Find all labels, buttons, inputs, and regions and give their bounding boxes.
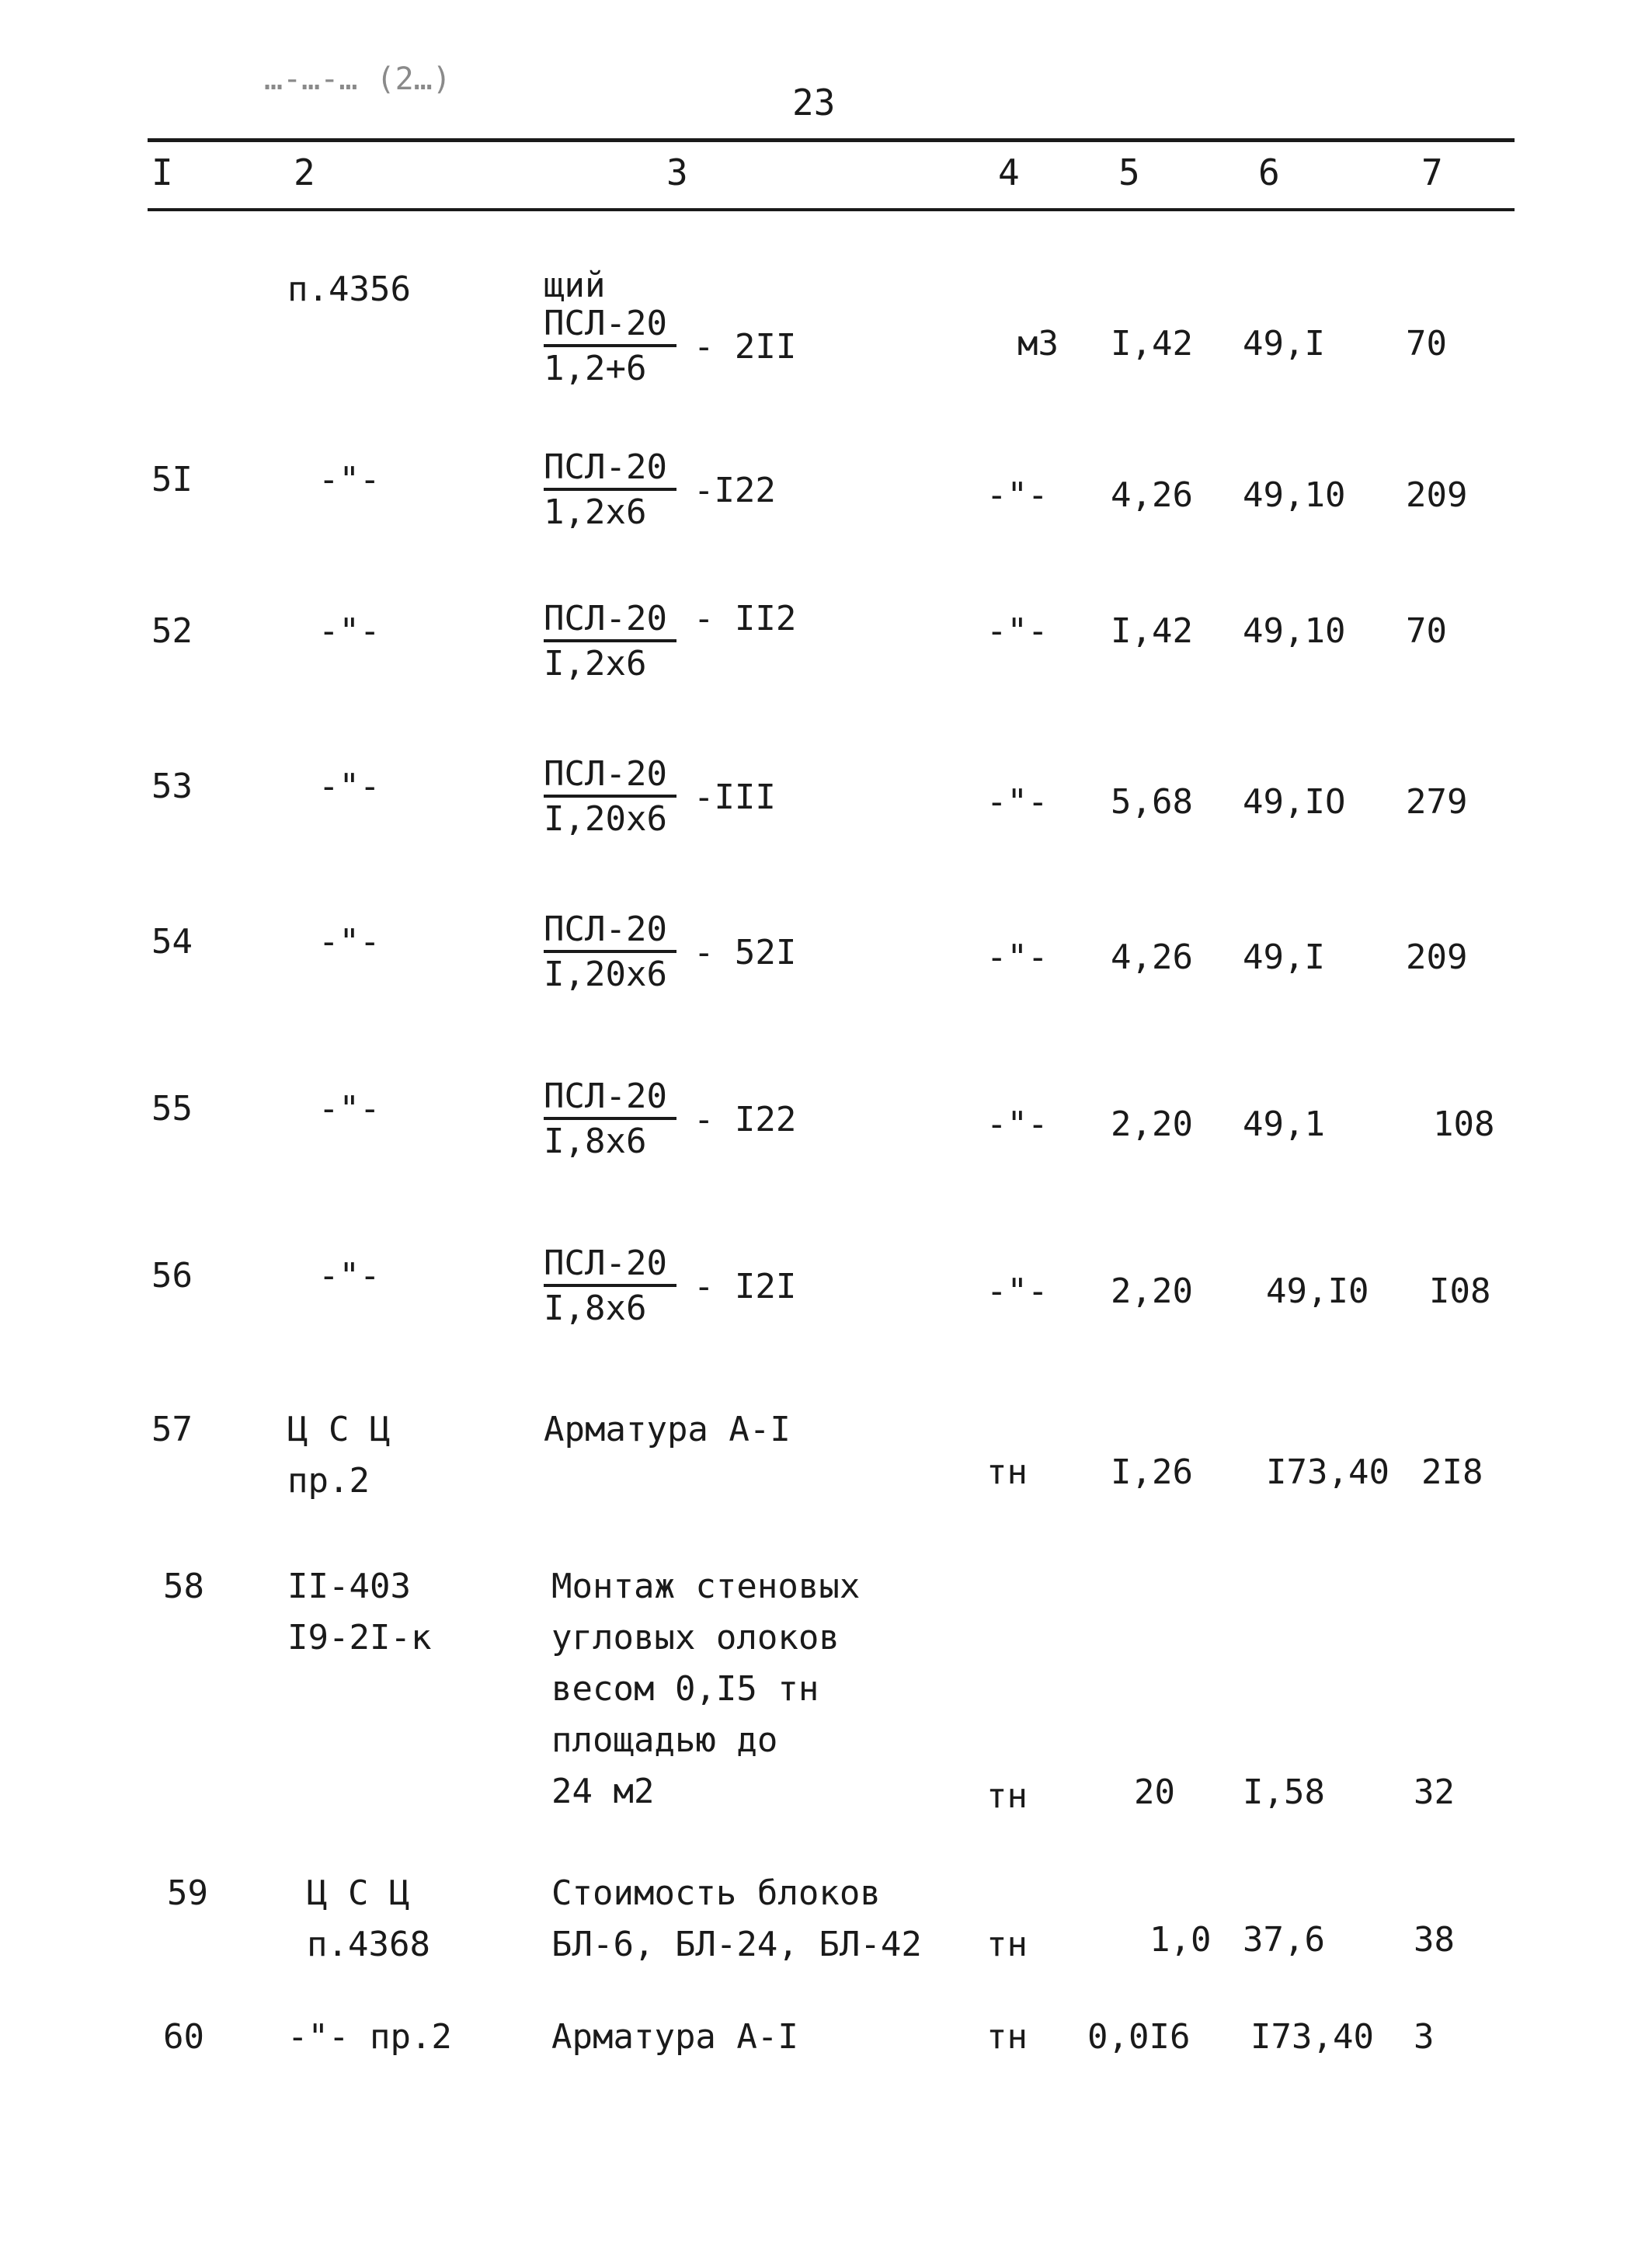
row-source: -"- [318, 1256, 381, 1296]
row-source: -"- [318, 1089, 381, 1129]
row-number: 55 [151, 1089, 193, 1129]
row-description: $\frac{\text{ПСЛ-20}}{I,8х6}$ - I22 [544, 1077, 797, 1161]
row-source: -"- пр.2 [287, 2017, 452, 2057]
row-price: I73,40 [1250, 2017, 1374, 2057]
row-price: 49,I [1243, 937, 1325, 977]
table-row [0, 754, 1652, 839]
table-row [0, 598, 1652, 683]
row-number: 53 [151, 767, 193, 806]
row-price: 49,10 [1243, 611, 1346, 651]
row-total: 209 [1406, 937, 1468, 977]
row-total: 3 [1414, 2017, 1435, 2057]
row-total: 2I8 [1421, 1452, 1483, 1492]
row-total: 38 [1414, 1920, 1455, 1960]
row-source: -"- [318, 767, 381, 806]
row-quantity: I,42 [1111, 324, 1193, 363]
row-description: $\frac{\text{ПСЛ-20}}{I,2х6}$ - II2 [544, 598, 797, 683]
row-total: I08 [1429, 1271, 1491, 1311]
row-description-prefix: щий [544, 266, 606, 305]
formula-fraction: $\frac{\text{ПСЛ-20}}{I,8х6}$ [544, 1244, 676, 1330]
row-source: -"- [318, 922, 381, 962]
column-header-4: 4 [998, 151, 1020, 193]
table-row [0, 1404, 1652, 1501]
row-quantity: 2,20 [1111, 1271, 1193, 1311]
row-unit: -"- [986, 1104, 1049, 1144]
row-quantity: 0,0I6 [1087, 2017, 1191, 2057]
column-header-5: 5 [1118, 151, 1140, 193]
column-header-1: I [151, 151, 173, 193]
row-price: 37,6 [1243, 1920, 1325, 1960]
table-row [0, 1244, 1652, 1328]
row-quantity: 2,20 [1111, 1104, 1193, 1144]
column-header-7: 7 [1421, 151, 1443, 193]
row-total: 209 [1406, 475, 1468, 515]
row-description: $\frac{\text{ПСЛ-20}}{I,8х6}$ - I2I [544, 1244, 797, 1328]
row-price: 49,I [1243, 324, 1325, 363]
row-unit: тн [986, 1776, 1028, 1816]
formula-fraction: $\frac{\text{ПСЛ-20}}{I,20х6}$ [544, 910, 676, 996]
table-row [0, 2012, 1652, 2057]
row-number: 5I [151, 460, 193, 499]
row-number: 52 [151, 611, 193, 651]
row-unit: тн [986, 1925, 1028, 1964]
row-source: II-403 I9-2I-к [287, 1567, 432, 1657]
row-description: $\frac{\text{ПСЛ-20}}{1,2х6}$ -I22 [544, 447, 776, 532]
row-number: 56 [151, 1256, 193, 1296]
row-unit: -"- [986, 475, 1049, 515]
page-number: 23 [792, 82, 836, 123]
table-row [0, 910, 1652, 994]
row-quantity: I,42 [1111, 611, 1193, 651]
row-price: 49,1 [1243, 1104, 1325, 1144]
formula-fraction: $\frac{\text{ПСЛ-20}}{1,2х6}$ [544, 448, 676, 534]
row-quantity: 1,0 [1149, 1920, 1212, 1960]
row-quantity: 4,26 [1111, 937, 1193, 977]
row-description: $\frac{\text{ПСЛ-20}}{I,20х6}$ -III [544, 754, 776, 839]
row-description: Монтаж стеновых угловых олоков весом 0,I5 тн площадью до 24 м2 [551, 1567, 861, 1811]
row-description: $\frac{\text{ПСЛ-20}}{I,20х6}$ - 52I [544, 910, 797, 994]
row-source: -"- [318, 611, 381, 651]
column-header-6: 6 [1258, 151, 1280, 193]
row-unit: -"- [986, 1271, 1049, 1311]
row-description: Арматура А-I [544, 1410, 791, 1449]
row-total: 108 [1433, 1104, 1495, 1144]
row-number: 60 [163, 2017, 204, 2057]
table-row [0, 241, 1652, 388]
formula-fraction: $\frac{\text{ПСЛ-20}}{1,2+6}$ [544, 304, 676, 390]
column-header-3: 3 [666, 151, 688, 193]
row-total: 279 [1406, 782, 1468, 822]
row-price: 49,10 [1243, 475, 1346, 515]
row-price: 49,I0 [1266, 1271, 1369, 1311]
header-code: …-…-… (2…) [264, 61, 451, 97]
row-price: I73,40 [1266, 1452, 1389, 1492]
formula-fraction: $\frac{\text{ПСЛ-20}}{I,2х6}$ [544, 600, 676, 685]
row-unit: -"- [986, 782, 1049, 822]
table-row [0, 1868, 1652, 1964]
formula-fraction: $\frac{\text{ПСЛ-20}}{I,20х6}$ [544, 755, 676, 840]
row-number: 59 [167, 1873, 208, 1913]
row-total: 70 [1406, 324, 1447, 363]
row-total: 32 [1414, 1772, 1455, 1812]
row-unit: м3 [1017, 324, 1059, 363]
row-quantity: 4,26 [1111, 475, 1193, 515]
row-source: п.4356 [287, 270, 411, 309]
row-source: Ц С Ц п.4368 [307, 1873, 430, 1964]
formula-fraction: $\frac{\text{ПСЛ-20}}{I,8х6}$ [544, 1077, 676, 1163]
row-unit: -"- [986, 937, 1049, 977]
table-row [0, 1561, 1652, 1816]
row-price: 49,IO [1243, 782, 1346, 822]
row-description: $\frac{\text{ПСЛ-20}}{1,2+6}$ - 2II [544, 304, 797, 388]
row-description: Арматура А-I [551, 2017, 798, 2057]
table-row [0, 1077, 1652, 1161]
row-price: I,58 [1243, 1772, 1325, 1812]
row-total: 70 [1406, 611, 1447, 651]
table-header-rule [148, 208, 1515, 211]
row-source: Ц С Ц пр.2 [287, 1410, 391, 1501]
row-quantity: 5,68 [1111, 782, 1193, 822]
row-quantity: 20 [1134, 1772, 1175, 1812]
row-number: 54 [151, 922, 193, 962]
row-unit: тн [986, 2017, 1028, 2057]
row-source: -"- [318, 460, 381, 499]
table-row [0, 447, 1652, 532]
column-header-2: 2 [294, 151, 315, 193]
row-description: Стоимость блоков БЛ-6, БЛ-24, БЛ-42 [551, 1873, 922, 1964]
row-unit: тн [986, 1452, 1028, 1492]
row-number: 58 [163, 1567, 204, 1606]
row-quantity: I,26 [1111, 1452, 1193, 1492]
row-unit: -"- [986, 611, 1049, 651]
table-top-rule [148, 138, 1515, 142]
row-number: 57 [151, 1410, 193, 1449]
